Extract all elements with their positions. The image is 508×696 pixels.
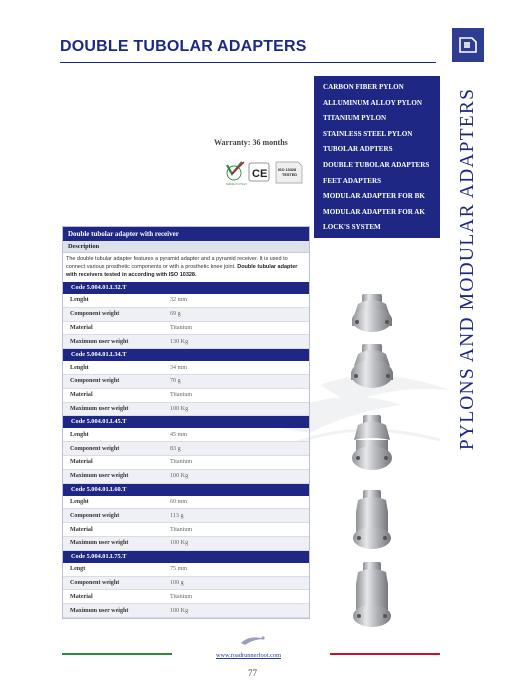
spec-value: Titanium xyxy=(170,526,193,533)
footer-line-red xyxy=(330,653,440,655)
spec-value: 70 g xyxy=(170,378,181,385)
spec-row-max-user-weight xyxy=(63,537,309,551)
spec-value: 100 g xyxy=(170,579,184,586)
spec-description xyxy=(63,253,309,282)
spec-value: 100 Kg xyxy=(170,473,189,480)
menu-item-titanium-pylon[interactable]: TITANIUM PYLON xyxy=(323,114,387,123)
spec-heading: Double tubolar adapter with receiver xyxy=(63,227,309,241)
page-title: DOUBLE TUBOLAR ADAPTERS xyxy=(60,38,307,55)
spec-value: 60 mm xyxy=(170,498,188,505)
menu-item-tubolar-adpters[interactable]: TUBOLAR ADPTERS xyxy=(323,145,393,154)
spec-label: Material xyxy=(70,392,93,399)
spec-label: Material xyxy=(70,459,93,466)
spec-row-material xyxy=(63,523,309,537)
roadrunner-footer-icon xyxy=(239,633,269,647)
menu-item-locks-system[interactable]: LOCK'S SYSTEM xyxy=(323,223,381,232)
ce-mark-badge xyxy=(249,163,269,181)
spec-label: Component weight xyxy=(70,445,120,452)
menu-item-feet-adapters[interactable]: FEET ADAPTERS xyxy=(323,176,382,185)
title-divider xyxy=(60,62,436,63)
spec-value: 100 Kg xyxy=(170,607,189,614)
spec-row-material xyxy=(63,389,309,403)
spec-row-length xyxy=(63,428,309,442)
spec-label: Lenght xyxy=(70,364,89,371)
warranty-text: Warranty: 36 months xyxy=(214,138,288,147)
menu-item-stainless-steel-pylon[interactable]: STAINLESS STEEL PYLON xyxy=(323,129,413,138)
spec-label: Maximum user weight xyxy=(70,540,129,547)
spec-label: Maximum user weight xyxy=(70,405,129,412)
spec-value: Titanium xyxy=(170,392,193,399)
product-code-header: Code 5.004.01.L32.T xyxy=(63,282,309,294)
adapter-l60-image xyxy=(353,490,391,549)
product-code-header: Code 5.004.01.L60.T xyxy=(63,484,309,496)
footer-line-green xyxy=(62,653,172,655)
spec-value: 34 mm xyxy=(170,364,188,371)
spec-row-weight xyxy=(63,442,309,456)
category-menu xyxy=(314,76,440,238)
spec-label: Lengt xyxy=(70,566,86,573)
menu-item-alluminum-alloy-pylon[interactable]: ALLUMINUM ALLOY PYLON xyxy=(323,98,423,107)
spec-row-material xyxy=(63,322,309,336)
menu-item-modular-adapter-bk[interactable]: MODULAR ADAPTER FOR BK xyxy=(323,192,425,201)
spec-row-weight xyxy=(63,509,309,523)
spec-label: Maximum user weight xyxy=(70,338,129,345)
spec-row-material xyxy=(63,456,309,470)
menu-item-modular-adapter-ak[interactable]: MODULAR ADAPTER FOR AK xyxy=(323,207,425,216)
product-code-header: Code 5.004.01.L45.T xyxy=(63,416,309,428)
spec-row-length xyxy=(63,294,309,308)
spec-label: Material xyxy=(70,593,93,600)
iso-text-line1: ISO 10328 xyxy=(278,168,297,172)
spec-value: Titanium xyxy=(170,459,193,466)
spec-label: Lenght xyxy=(70,431,89,438)
section-side-title-text: PYLONS AND MODULAR ADAPTERS xyxy=(457,87,478,451)
made-in-italy-text: MADE IN ITALY xyxy=(226,182,248,186)
spec-label: Lenght xyxy=(70,297,89,304)
brand-logo-icon xyxy=(458,36,478,54)
spec-value: 75 mm xyxy=(170,566,188,573)
website-link[interactable]: www.roadrunnerfoot.com xyxy=(216,652,281,659)
brand-logo xyxy=(452,28,484,62)
page-number: 77 xyxy=(248,668,257,678)
spec-label: Maximum user weight xyxy=(70,607,129,614)
spec-value: 83 g xyxy=(170,445,181,452)
spec-value: 113 g xyxy=(170,512,184,519)
spec-label: Component weight xyxy=(70,579,120,586)
spec-label: Component weight xyxy=(70,378,120,385)
spec-row-length xyxy=(63,361,309,375)
spec-value: 32 mm xyxy=(170,297,188,304)
spec-value: 130 Kg xyxy=(170,338,189,345)
menu-item-double-tubolar-adapters[interactable]: DOUBLE TUBOLAR ADAPTERS xyxy=(323,160,430,169)
spec-row-max-user-weight xyxy=(63,604,309,618)
certification-badges xyxy=(224,159,304,189)
spec-value: 45 mm xyxy=(170,431,188,438)
spec-value: Titanium xyxy=(170,593,193,600)
spec-table xyxy=(62,226,310,619)
spec-label: Material xyxy=(70,526,93,533)
spec-label: Lenght xyxy=(70,498,89,505)
spec-label: Component weight xyxy=(70,512,120,519)
spec-row-weight xyxy=(63,375,309,389)
spec-row-max-user-weight xyxy=(63,335,309,349)
spec-row-material xyxy=(63,590,309,604)
menu-item-carbon-fiber-pylon[interactable]: CARBON FIBER PYLON xyxy=(323,83,404,91)
spec-label: Component weight xyxy=(70,311,120,318)
spec-label: Maximum user weight xyxy=(70,473,129,480)
spec-value: 100 Kg xyxy=(170,405,189,412)
product-code-header: Code 5.004.01.L34.T xyxy=(63,349,309,361)
spec-row-max-user-weight xyxy=(63,403,309,417)
spec-row-length xyxy=(63,563,309,577)
spec-row-weight xyxy=(63,308,309,322)
spec-value: 100 Kg xyxy=(170,540,189,547)
spec-description-bold: Double tubular adapter with receivers tested in according with ISO 10328. xyxy=(66,264,298,278)
spec-description-text: The double tubular adapter features a pyramid adapter and a pyramid receiver. It is used to connect various prosthetic components or with a prosthetic knee joint. xyxy=(66,256,288,270)
iso-tested-badge xyxy=(276,162,302,183)
spec-row-weight xyxy=(63,577,309,591)
spec-row-max-user-weight xyxy=(63,470,309,484)
spec-row-length xyxy=(63,496,309,510)
spec-label: Material xyxy=(70,324,93,331)
adapter-l75-image xyxy=(353,562,391,627)
spec-value: 69 g xyxy=(170,311,181,318)
product-code-header: Code 5.004.01.L75.T xyxy=(63,551,309,563)
spec-value: Titanium xyxy=(170,324,193,331)
spec-description-label: Description xyxy=(63,241,309,253)
adapter-l32-image xyxy=(352,294,392,332)
ce-mark-text: CE xyxy=(252,168,268,180)
iso-text-line2: TESTED xyxy=(282,173,297,177)
made-in-italy-badge xyxy=(226,162,247,186)
